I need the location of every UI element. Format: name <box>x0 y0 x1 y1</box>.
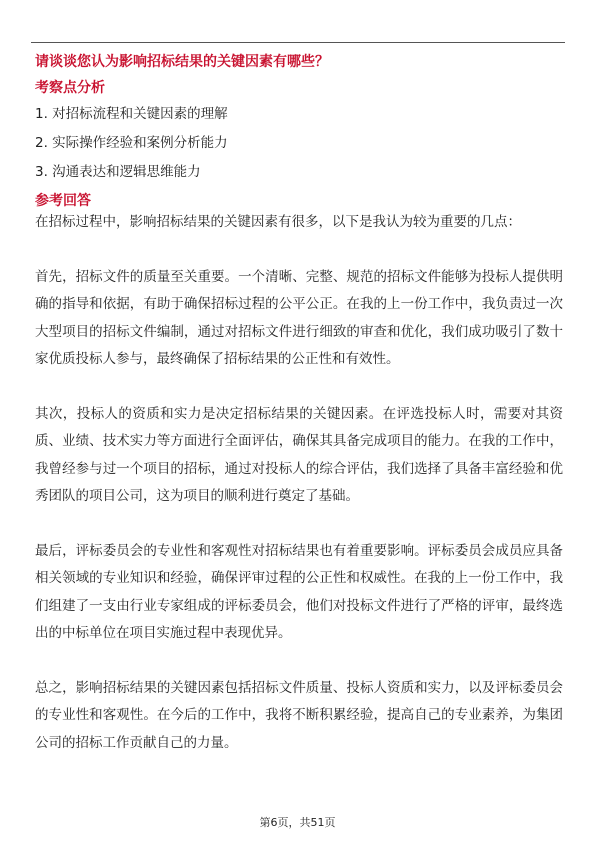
answer-paragraph-first: 首先，招标文件的质量至关重要。一个清晰、完整、规范的招标文件能够为投标人提供明确的指导和依据，有助于确保招标过程的公平公正。在我的上一份工作中，我负责过一次大型项目的招标文件编制，通过对招标文件进行细致的审查和优化，我们成功吸引了数十家优质投标人参与，最终确保了招标结果的公正性和有效性。 <box>35 268 563 368</box>
answer-paragraph-last: 最后，评标委员会的专业性和客观性对招标结果也有着重要影响。评标委员会成员应具备相关领域的专业知识和经验，确保评审过程的公正性和权威性。在我的上一份工作中，我们组建了一支由行业专家组成的评标委员会，他们对投标文件进行了严格的评审，最终选出的中标单位在项目实施过程中表现优异。 <box>35 542 563 642</box>
document-body <box>35 52 563 757</box>
analysis-heading: 考察点分析 <box>35 80 105 96</box>
analysis-point-2: 2. 实际操作经验和案例分析能力 <box>35 135 228 151</box>
answer-paragraph-summary: 总之，影响招标结果的关键因素包括招标文件质量、投标人资质和实力，以及评标委员会的专业性和客观性。在今后的工作中，我将不断积累经验，提高自己的专业素养，为集团公司的招标工作贡献自己的力量。 <box>35 679 563 751</box>
answer-paragraph-second: 其次，投标人的资质和实力是决定招标结果的关键因素。在评选投标人时，需要对其资质、业绩、技术实力等方面进行全面评估，确保其具备完成项目的能力。在我的工作中，我曾经参与过一个项目的招标，通过对投标人的综合评估，我们选择了具备丰富经验和优秀团队的项目公司，这为项目的顺利进行奠定了基础。 <box>35 405 563 505</box>
page-footer: 第6页，共51页 <box>259 816 336 829</box>
analysis-point-1: 1. 对招标流程和关键因素的理解 <box>35 106 228 122</box>
question-heading: 请谈谈您认为影响招标结果的关键因素有哪些？ <box>35 54 329 70</box>
answer-heading: 参考回答 <box>35 193 91 209</box>
analysis-point-3: 3. 沟通表达和逻辑思维能力 <box>35 164 201 180</box>
answer-paragraph-intro: 在招标过程中，影响招标结果的关键因素有很多，以下是我认为较为重要的几点： <box>35 214 521 230</box>
header-rule <box>31 42 565 43</box>
